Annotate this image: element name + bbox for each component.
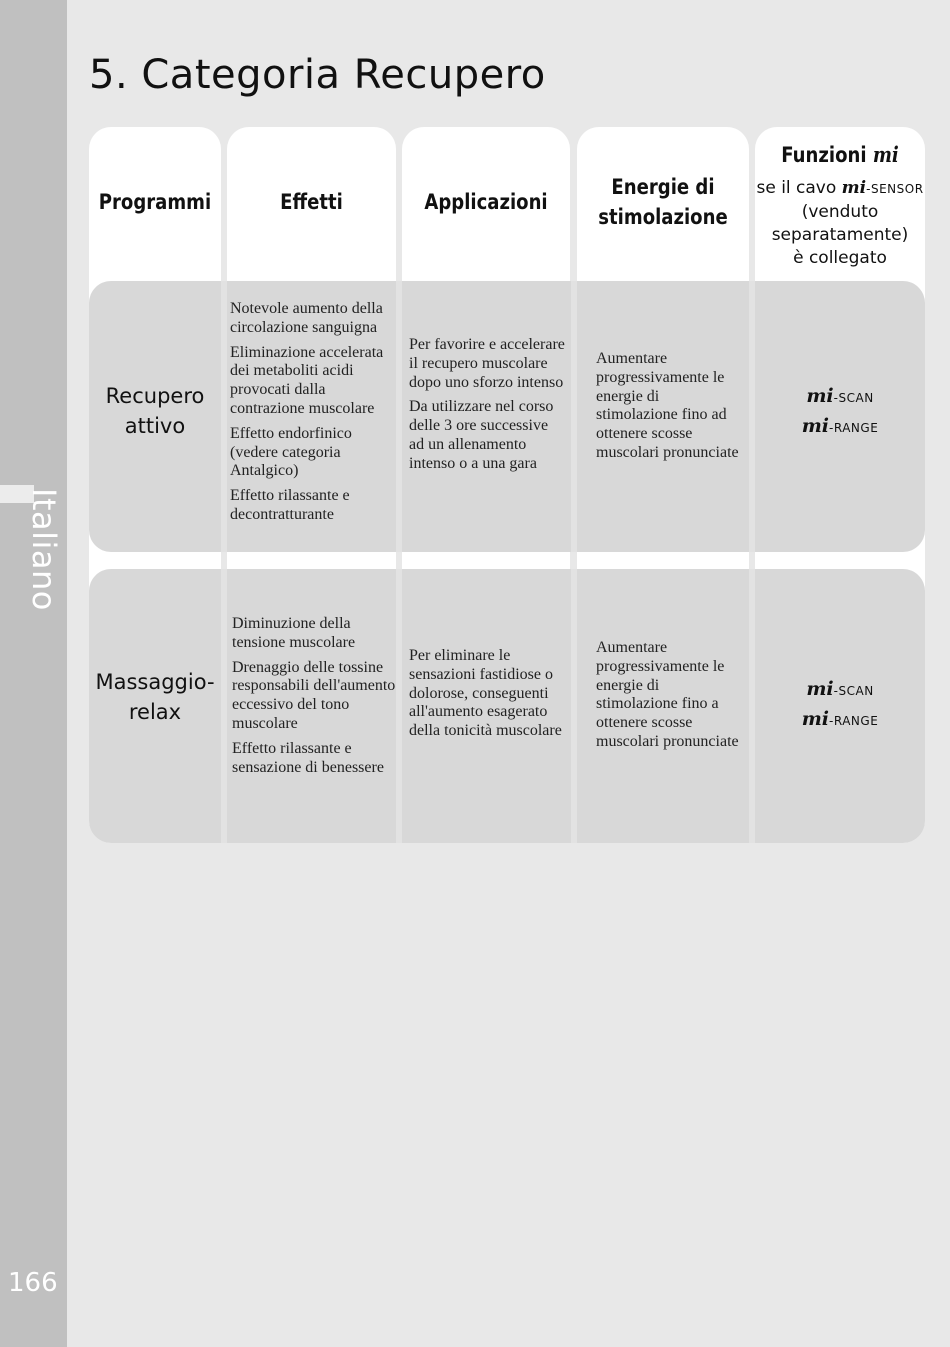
effect-item: Diminuzione della tensione muscolare: [232, 615, 356, 651]
header-funzioni-label: Funzioni: [781, 143, 867, 167]
note-collegato: è collegato: [793, 248, 887, 268]
mi-functions-massaggio: [755, 675, 925, 735]
energy-massaggio: [596, 639, 744, 758]
program-name-line2: attivo: [124, 414, 186, 438]
mi-function-label: -RANGE: [829, 714, 879, 728]
column-gap: [396, 569, 402, 843]
mi-function-label: -SCAN: [833, 391, 874, 405]
program-massaggio-relax: [89, 667, 221, 727]
header-funzioni-note: [755, 177, 925, 270]
header-effetti: Effetti: [280, 190, 343, 214]
header-energie: [589, 172, 737, 232]
applications-massaggio: [409, 647, 569, 747]
program-name-line2: relax: [128, 700, 182, 724]
mi-function-label: -SCAN: [833, 684, 874, 698]
side-strip: [0, 0, 67, 1347]
effect-item: Effetto rilassante e decontratturante: [230, 487, 350, 523]
header-energie-line2: stimolazione: [598, 205, 728, 229]
cable-line: [755, 177, 925, 201]
cable-text: se il cavo: [756, 178, 837, 198]
application-item: Da utilizzare nel corso delle 3 ore successive ad un allenamento intenso o a una gara: [409, 398, 554, 472]
mi-range-function: [755, 412, 925, 442]
column-gap: [571, 569, 577, 843]
header-funzioni: [767, 140, 913, 170]
effect-item: Drenaggio delle tossine responsabili dell'aumento eccessivo del tono muscolare: [232, 658, 396, 732]
note-venduto: (venduto: [801, 202, 879, 222]
energy-recupero: [596, 350, 744, 469]
column-gap: [571, 281, 577, 552]
application-item: Per favorire e accelerare il recupero muscolare dopo uno sforzo intenso: [409, 336, 565, 391]
program-name-line1: Recupero: [105, 384, 205, 408]
effect-item: Eliminazione accelerata dei metaboliti acidi provocati dalla contrazione muscolare: [230, 343, 384, 417]
effect-item: Effetto endorfinico (vedere categoria Antalgico): [230, 424, 352, 480]
page-title: 5. Categoria Recupero: [89, 52, 546, 98]
effect-item: Effetto rilassante e sensazione di benessere: [232, 739, 384, 776]
energy-text: Aumentare progressivamente le energie di stimolazione fino a ottenere scosse muscolari pronunciate: [596, 639, 739, 750]
mi-logo-icon: mi: [801, 708, 830, 730]
page-number: 166: [8, 1268, 58, 1298]
mi-logo-icon: mi: [801, 415, 830, 437]
column-gap: [221, 281, 227, 552]
effects-massaggio: [232, 615, 396, 783]
effect-item: Notevole aumento della circolazione sanguigna: [230, 300, 383, 336]
column-gap: [396, 281, 402, 552]
mi-function-label: -RANGE: [829, 421, 879, 435]
mi-functions-recupero: [755, 382, 925, 442]
program-name-line1: Massaggio-: [95, 670, 215, 694]
mi-logo-icon: mi: [806, 385, 834, 407]
application-item: Per eliminare le sensazioni fastidiose o dolorose, conseguenti all'aumento esagerato della tonicità muscolare: [409, 647, 562, 740]
note-separatamente: separatamente): [771, 225, 909, 245]
header-programmi: Programmi: [98, 190, 212, 214]
language-label: Italiano: [25, 488, 63, 611]
sensor-label: -SENSOR: [866, 182, 924, 196]
header-energie-line1: Energie di: [611, 175, 715, 199]
mi-logo-icon: mi: [872, 142, 899, 167]
column-gap: [221, 569, 227, 843]
effects-recupero: [230, 300, 396, 531]
energy-text: Aumentare progressivamente le energie di stimolazione fino ad ottenere scosse muscolari pronunciate: [596, 350, 739, 461]
mi-logo-icon: mi: [841, 178, 867, 198]
mi-logo-icon: mi: [806, 678, 834, 700]
mi-range-function: [755, 705, 925, 735]
header-applicazioni: Applicazioni: [424, 190, 548, 214]
program-recupero-attivo: [89, 381, 221, 441]
mi-scan-function: [755, 675, 925, 705]
mi-scan-function: [755, 382, 925, 412]
applications-recupero: [409, 336, 567, 480]
